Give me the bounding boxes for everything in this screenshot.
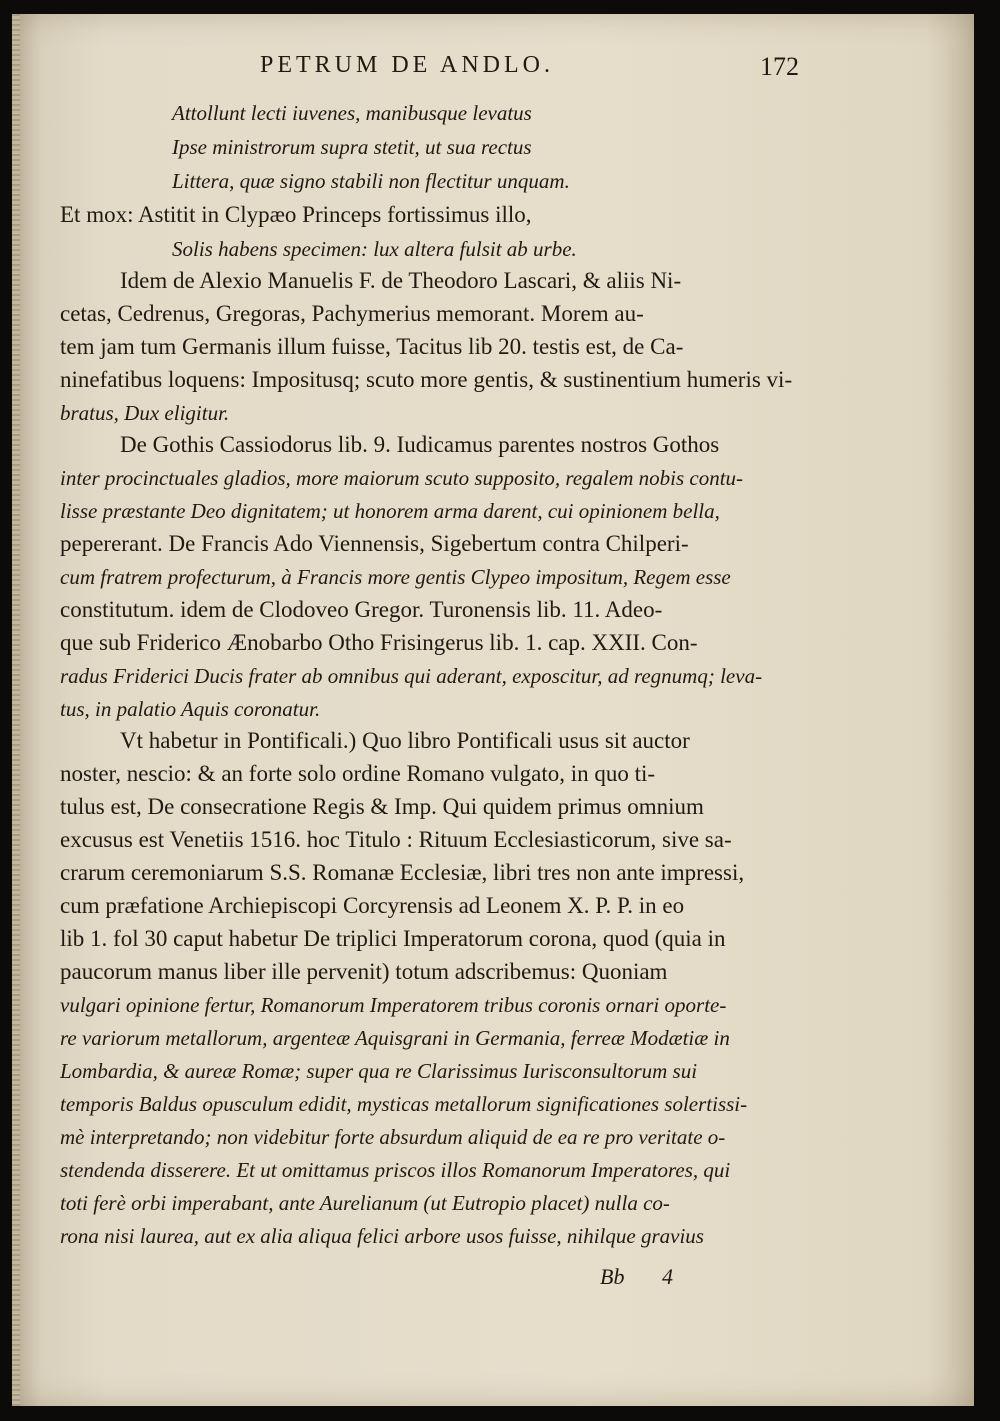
verse-line: Attollunt lecti iuvenes, manibusque levatus [172, 101, 532, 125]
book-page [12, 14, 974, 1406]
page-text [12, 14, 974, 1406]
body-line: tulus est, De consecratione Regis & Imp. Qui quidem primus omnium [60, 794, 704, 819]
body-line: crarum ceremoniarum S.S. Romanæ Ecclesiæ, libri tres non ante impressi, [60, 860, 745, 885]
body-line: paucorum manus liber ille pervenit) totum adscribemus: Quoniam [60, 959, 668, 984]
verse-line: Solis habens specimen: lux altera fulsit ab urbe. [172, 237, 577, 261]
page-number: 172 [760, 52, 799, 81]
body-line: noster, nescio: & an forte solo ordine Romano vulgato, in quo ti- [60, 761, 656, 786]
body-line: ninefatibus loquens: Impositusq; scuto more gentis, & sustinentium humeris vi- [60, 367, 793, 392]
body-line: toti ferè orbi imperabant, ante Aurelianum (ut Eutropio placet) nulla co- [60, 1191, 670, 1215]
body-line: constitutum. idem de Clodoveo Gregor. Turonensis lib. 11. Adeo- [60, 597, 663, 622]
catchword: 4 [662, 1264, 673, 1289]
body-line: excusus est Venetiis 1516. hoc Titulo : Rituum Ecclesiasticorum, sive sa- [60, 827, 732, 852]
body-line: Vt habetur in Pontificali.) Quo libro Pontificali usus sit auctor [120, 728, 690, 753]
body-line: radus Friderici Ducis frater ab omnibus qui aderant, exposcitur, ad regnumq; leva- [60, 664, 763, 688]
body-line: cetas, Cedrenus, Gregoras, Pachymerius memorant. Morem au- [60, 301, 644, 326]
verse-line: Littera, quæ signo stabili non flectitur unquam. [172, 169, 570, 193]
verse-line: Et mox: Astitit in Clypæo Princeps fortissimus illo, [60, 202, 532, 227]
verse-line: Ipse ministrorum supra stetit, ut sua rectus [172, 135, 532, 159]
body-line: temporis Baldus opusculum edidit, mysticas metallorum significationes solertissi- [60, 1092, 748, 1116]
body-line: lisse præstante Deo dignitatem; ut honorem arma darent, cui opinionem bella, [60, 499, 720, 523]
body-line: tus, in palatio Aquis coronatur. [60, 697, 321, 721]
body-line: bratus, Dux eligitur. [60, 401, 230, 425]
body-line: cum fratrem profecturum, à Francis more gentis Clypeo impositum, Regem esse [60, 565, 731, 589]
body-line: re variorum metallorum, argenteæ Aquisgrani in Germania, ferreæ Modætiæ in [60, 1026, 730, 1050]
body-line: stendenda disserere. Et ut omittamus priscos illos Romanorum Imperatores, qui [60, 1158, 731, 1182]
body-line: tem jam tum Germanis illum fuisse, Tacitus lib 20. testis est, de Ca- [60, 334, 684, 359]
running-title: PETRUM DE ANDLO. [260, 52, 555, 78]
body-line: lib 1. fol 30 caput habetur De triplici Imperatorum corona, quod (quia in [60, 926, 726, 951]
body-line: Lombardia, & aureæ Romæ; super qua re Clarissimus Iurisconsultorum sui [60, 1059, 698, 1083]
body-line: De Gothis Cassiodorus lib. 9. Iudicamus parentes nostros Gothos [120, 432, 720, 457]
body-line: vulgari opinione fertur, Romanorum Imperatorem tribus coronis ornari oporte- [60, 993, 727, 1017]
body-line: que sub Friderico Ænobarbo Otho Frisingerus lib. 1. cap. XXII. Con- [60, 630, 698, 655]
body-line: Idem de Alexio Manuelis F. de Theodoro Lascari, & aliis Ni- [120, 268, 682, 293]
body-line: mè interpretando; non videbitur forte absurdum aliquid de ea re pro veritate o- [60, 1125, 726, 1149]
body-line: cum præfatione Archiepiscopi Corcyrensis ad Leonem X. P. P. in eo [60, 893, 685, 918]
body-line: inter procinctuales gladios, more maiorum scuto supposito, regalem nobis contu- [60, 466, 744, 490]
body-line: rona nisi laurea, aut ex alia aliqua felici arbore usos fuisse, nihilque gravius [60, 1224, 704, 1248]
body-line: pepererant. De Francis Ado Viennensis, Sigebertum contra Chilperi- [60, 531, 689, 556]
signature-mark: Bb [600, 1264, 625, 1289]
